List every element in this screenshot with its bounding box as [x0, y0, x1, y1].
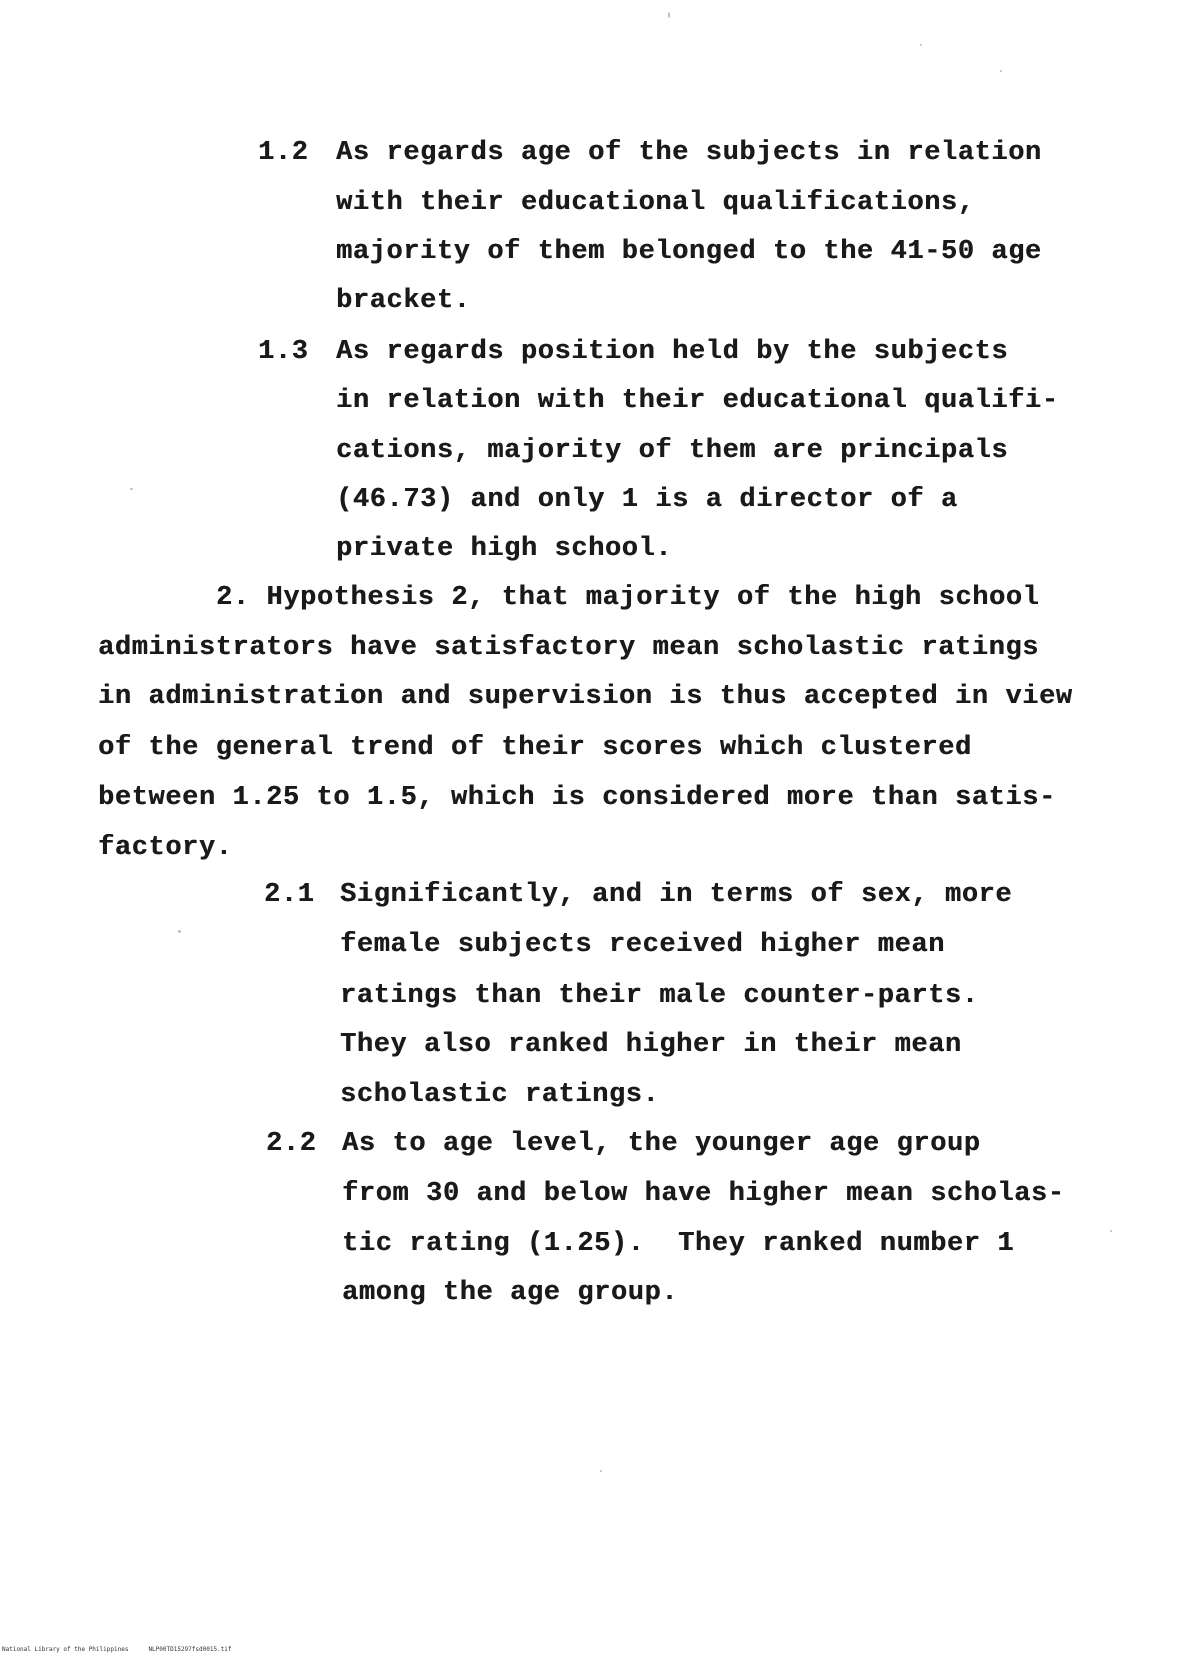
item-number: 2.2 [266, 1129, 317, 1159]
text-line: private high school. [336, 534, 673, 564]
text-line: bracket. [336, 286, 471, 316]
footer-library: National Library of the Philippines [2, 1646, 129, 1653]
scan-speck [178, 930, 181, 933]
footer-file: NLP00TD15297fsd0015.tif [148, 1646, 232, 1653]
text-line: in administration and supervision is thus accepted in view [98, 682, 1073, 712]
text-line: ratings than their male counter-parts. [340, 981, 979, 1011]
scan-speck [920, 44, 922, 46]
text-line: between 1.25 to 1.5, which is considered more than satis- [98, 783, 1056, 813]
text-line: among the age group. [342, 1278, 679, 1308]
item-number: 1.2 [258, 138, 309, 168]
text-line: of the general trend of their scores which clustered [98, 733, 972, 763]
hypothesis-first-line: 2. Hypothesis 2, that majority of the high school [216, 583, 1040, 613]
scan-speck [1000, 70, 1002, 72]
text-line: tic rating (1.25). They ranked number 1 [342, 1229, 1015, 1259]
scan-speck [130, 488, 133, 490]
text-line: administrators have satisfactory mean scholastic ratings [98, 633, 1039, 663]
text-line: As regards position held by the subjects [336, 337, 1009, 367]
scan-speck [1110, 1230, 1112, 1232]
text-line: (46.73) and only 1 is a director of a [336, 485, 958, 515]
scan-speck [668, 12, 670, 18]
text-line: female subjects received higher mean [340, 930, 945, 960]
text-line: in relation with their educational qualifi- [336, 386, 1059, 416]
item-number: 1.3 [258, 337, 309, 367]
text-line: As to age level, the younger age group [342, 1129, 981, 1159]
text-line: majority of them belonged to the 41-50 age [336, 237, 1042, 267]
text-line: with their educational qualifications, [336, 188, 975, 218]
text-line: Significantly, and in terms of sex, more [340, 880, 1013, 910]
text-line: As regards age of the subjects in relation [336, 138, 1042, 168]
text-line: cations, majority of them are principals [336, 436, 1009, 466]
scan-footer [2, 1646, 232, 1654]
text-line: scholastic ratings. [340, 1080, 660, 1110]
scan-speck [600, 1470, 602, 1472]
item-number: 2.1 [264, 880, 315, 910]
text-line: factory. [98, 833, 233, 863]
text-line: They also ranked higher in their mean [340, 1030, 962, 1060]
text-line: from 30 and below have higher mean scholas- [342, 1179, 1065, 1209]
